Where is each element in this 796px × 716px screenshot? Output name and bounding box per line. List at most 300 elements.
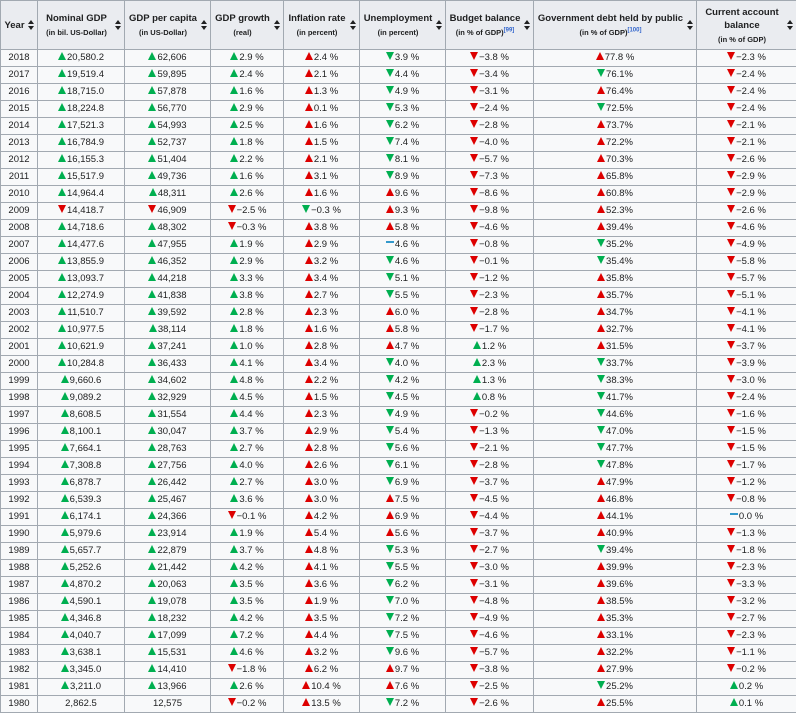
sort-arrows-icon[interactable]	[115, 20, 121, 30]
cell-inflation-rate	[284, 594, 360, 611]
cell-value: −5.7 %	[736, 273, 766, 284]
cell-value: 3,211.0	[70, 681, 101, 692]
cell-budget-balance	[446, 169, 534, 186]
sort-arrows-icon[interactable]	[201, 20, 207, 30]
increase-arrow-icon	[230, 545, 238, 553]
increase-arrow-icon	[61, 562, 69, 570]
sort-arrows-icon[interactable]	[274, 20, 280, 30]
cell-gdp-growth	[211, 441, 284, 458]
cell-government-debt	[534, 594, 697, 611]
cell-gdp-per-capita	[125, 526, 211, 543]
decrease-arrow-icon	[470, 460, 478, 468]
increase-arrow-icon	[230, 443, 238, 451]
cell-value: 2.8 %	[313, 341, 339, 352]
increase-arrow-icon	[61, 409, 69, 417]
cell-current-account-balance	[697, 356, 796, 373]
cell-value: −1.8 %	[236, 664, 267, 675]
table-row	[1, 169, 796, 186]
cell-current-account-balance	[697, 169, 796, 186]
cell-value: 1.6 %	[313, 120, 339, 131]
cell-value: 2.5 %	[239, 120, 264, 131]
cell-unemployment	[360, 526, 446, 543]
cell-budget-balance	[446, 118, 534, 135]
cell-gdp-per-capita	[125, 339, 211, 356]
decrease-arrow-icon	[470, 205, 478, 213]
cell-current-account-balance	[697, 305, 796, 322]
cell-unemployment	[360, 152, 446, 169]
increase-arrow-icon	[61, 681, 69, 689]
sort-arrows-icon[interactable]	[787, 20, 793, 30]
increase-arrow-icon	[61, 392, 69, 400]
decrease-arrow-icon	[228, 664, 236, 672]
increase-arrow-icon	[305, 256, 313, 264]
cell-value: 16,784.9	[67, 137, 104, 148]
cell-value: 0.0 %	[738, 511, 764, 522]
cell-year: 2012	[1, 152, 38, 169]
column-header-budget-balance[interactable]	[446, 1, 534, 50]
cell-value: 2.3 %	[313, 307, 339, 318]
column-header-unemployment[interactable]	[360, 1, 446, 50]
table-row	[1, 594, 796, 611]
column-header-unit-text: (in percent)	[296, 28, 338, 37]
increase-arrow-icon	[305, 188, 313, 196]
cell-value: 3.6 %	[239, 494, 264, 505]
cell-current-account-balance	[697, 679, 796, 696]
increase-arrow-icon	[61, 460, 69, 468]
increase-arrow-icon	[305, 511, 313, 519]
cell-gdp-per-capita	[125, 203, 211, 220]
sort-arrows-icon[interactable]	[687, 20, 693, 30]
table-row	[1, 611, 796, 628]
cell-value: 4.7 %	[394, 341, 420, 352]
increase-arrow-icon	[230, 103, 238, 111]
cell-budget-balance	[446, 339, 534, 356]
increase-arrow-icon	[148, 613, 156, 621]
decrease-arrow-icon	[470, 443, 478, 451]
cell-value: 35.4%	[606, 256, 633, 267]
cell-value: 47.7%	[606, 443, 633, 454]
cell-value: 48,311	[157, 188, 187, 199]
cell-current-account-balance	[697, 611, 796, 628]
cell-value: −5.7 %	[479, 647, 509, 658]
cell-nominal-gdp	[38, 696, 125, 713]
cell-unemployment	[360, 611, 446, 628]
column-header-unit-text: (in % of GDP)	[579, 28, 628, 37]
cell-value: 5.1 %	[394, 273, 420, 284]
cell-gdp-per-capita	[125, 135, 211, 152]
increase-arrow-icon	[597, 698, 605, 706]
decrease-arrow-icon	[228, 698, 236, 706]
cell-value: 5.6 %	[394, 443, 420, 454]
cell-value: −1.6 %	[736, 409, 766, 420]
cell-unemployment	[360, 118, 446, 135]
increase-arrow-icon	[61, 613, 69, 621]
cell-value: 6.0 %	[394, 307, 420, 318]
cell-value: 2.9 %	[313, 426, 339, 437]
cell-value: −1.5 %	[736, 443, 766, 454]
table-row	[1, 679, 796, 696]
cell-year: 1997	[1, 407, 38, 424]
decrease-arrow-icon	[470, 562, 478, 570]
cell-value: 31.5%	[606, 341, 633, 352]
decrease-arrow-icon	[727, 562, 735, 570]
increase-arrow-icon	[148, 460, 156, 468]
increase-arrow-icon	[305, 613, 313, 621]
cell-value: −3.8 %	[479, 664, 509, 675]
column-header-unit-text: (real)	[233, 28, 252, 37]
cell-value: 9.7 %	[394, 664, 420, 675]
increase-arrow-icon	[148, 545, 156, 553]
decrease-arrow-icon	[386, 86, 394, 94]
cell-value: −4.5 %	[479, 494, 509, 505]
cell-value: 2,862.5	[65, 698, 97, 709]
cell-value: −1.2 %	[479, 273, 509, 284]
column-header-label: Inflation rate	[288, 13, 346, 24]
decrease-arrow-icon	[470, 511, 478, 519]
decrease-arrow-icon	[727, 358, 735, 366]
column-header-inflation-rate[interactable]	[284, 1, 360, 50]
cell-value: 7.4 %	[394, 137, 420, 148]
increase-arrow-icon	[305, 630, 313, 638]
cell-value: −3.3 %	[736, 579, 766, 590]
cell-gdp-growth	[211, 696, 284, 713]
cell-unemployment	[360, 662, 446, 679]
cell-nominal-gdp	[38, 475, 125, 492]
cell-inflation-rate	[284, 254, 360, 271]
cell-value: 19,078	[157, 596, 187, 607]
cell-gdp-per-capita	[125, 441, 211, 458]
cell-gdp-per-capita	[125, 679, 211, 696]
decrease-arrow-icon	[727, 460, 735, 468]
increase-arrow-icon	[148, 120, 156, 128]
cell-unemployment	[360, 696, 446, 713]
cell-value: 1.3 %	[313, 86, 339, 97]
increase-arrow-icon	[230, 647, 238, 655]
increase-arrow-icon	[386, 528, 394, 536]
cell-value: 5.4 %	[394, 426, 420, 437]
cell-nominal-gdp	[38, 373, 125, 390]
cell-value: −3.1 %	[479, 86, 509, 97]
cell-year: 2017	[1, 67, 38, 84]
column-header-government-debt[interactable]	[534, 1, 697, 50]
cell-value: −2.9 %	[736, 171, 766, 182]
increase-arrow-icon	[597, 205, 605, 213]
cell-budget-balance	[446, 254, 534, 271]
increase-arrow-icon	[597, 613, 605, 621]
cell-nominal-gdp	[38, 356, 125, 373]
cell-current-account-balance	[697, 560, 796, 577]
cell-value: 3.7 %	[239, 545, 264, 556]
increase-arrow-icon	[58, 341, 66, 349]
increase-arrow-icon	[149, 324, 157, 332]
decrease-arrow-icon	[727, 341, 735, 349]
cell-nominal-gdp	[38, 254, 125, 271]
cell-year: 1981	[1, 679, 38, 696]
cell-gdp-growth	[211, 237, 284, 254]
decrease-arrow-icon	[727, 647, 735, 655]
cell-year: 1984	[1, 628, 38, 645]
cell-year: 1991	[1, 509, 38, 526]
table-row	[1, 203, 796, 220]
column-header-label: Year	[4, 19, 25, 31]
cell-inflation-rate	[284, 628, 360, 645]
decrease-arrow-icon	[386, 154, 394, 162]
cell-unemployment	[360, 220, 446, 237]
increase-arrow-icon	[230, 579, 238, 587]
cell-value: 46.8%	[606, 494, 633, 505]
cell-inflation-rate	[284, 560, 360, 577]
cell-value: 4.6 %	[239, 647, 264, 658]
increase-arrow-icon	[58, 69, 66, 77]
cell-value: −4.9 %	[736, 239, 766, 250]
column-header-gdp-per-capita[interactable]	[125, 1, 211, 50]
column-header-current-account-balance[interactable]	[697, 1, 796, 50]
decrease-arrow-icon	[386, 426, 394, 434]
cell-value: 35.2%	[606, 239, 633, 250]
table-row	[1, 373, 796, 390]
table-body	[1, 50, 796, 713]
cell-current-account-balance	[697, 101, 796, 118]
cell-government-debt	[534, 339, 697, 356]
cell-value: 60.8%	[606, 188, 633, 199]
column-header-unit	[700, 34, 784, 45]
cell-value: 14,964.4	[67, 188, 104, 199]
cell-value: 2.4 %	[239, 69, 264, 80]
cell-value: 35.3%	[606, 613, 633, 624]
cell-value: 47.8%	[606, 460, 633, 471]
reference-link[interactable]: [99]	[503, 27, 515, 34]
increase-arrow-icon	[148, 52, 156, 60]
cell-budget-balance	[446, 424, 534, 441]
increase-arrow-icon	[61, 664, 69, 672]
column-header-gdp-growth[interactable]	[211, 1, 284, 50]
cell-value: 48,302	[157, 222, 187, 233]
cell-unemployment	[360, 492, 446, 509]
cell-inflation-rate	[284, 475, 360, 492]
increase-arrow-icon	[58, 154, 66, 162]
cell-year: 2008	[1, 220, 38, 237]
cell-year: 2000	[1, 356, 38, 373]
cell-value: 31,554	[157, 409, 187, 420]
table-row	[1, 305, 796, 322]
decrease-arrow-icon	[727, 596, 735, 604]
cell-gdp-per-capita	[125, 169, 211, 186]
cell-value: 10,621.9	[67, 341, 104, 352]
cell-value: 76.1%	[606, 69, 633, 80]
table-row	[1, 458, 796, 475]
decrease-arrow-icon	[386, 273, 394, 281]
cell-unemployment	[360, 271, 446, 288]
increase-arrow-icon	[386, 188, 394, 196]
decrease-arrow-icon	[470, 273, 478, 281]
cell-nominal-gdp	[38, 305, 125, 322]
decrease-arrow-icon	[386, 120, 394, 128]
cell-value: 32.7%	[606, 324, 633, 335]
cell-government-debt	[534, 645, 697, 662]
decrease-arrow-icon	[386, 392, 394, 400]
cell-year: 1995	[1, 441, 38, 458]
increase-arrow-icon	[148, 647, 156, 655]
cell-gdp-growth	[211, 220, 284, 237]
column-header-year[interactable]	[1, 1, 38, 50]
increase-arrow-icon	[148, 511, 156, 519]
column-header-label: Budget balance	[449, 13, 521, 24]
cell-nominal-gdp	[38, 84, 125, 101]
cell-value: −2.5 %	[479, 681, 509, 692]
cell-current-account-balance	[697, 696, 796, 713]
cell-value: 65.8%	[606, 171, 633, 182]
increase-arrow-icon	[230, 477, 238, 485]
cell-value: −4.6 %	[736, 222, 766, 233]
decrease-arrow-icon	[386, 409, 394, 417]
decrease-arrow-icon	[470, 647, 478, 655]
cell-unemployment	[360, 475, 446, 492]
decrease-arrow-icon	[727, 239, 735, 247]
decrease-arrow-icon	[386, 443, 394, 451]
increase-arrow-icon	[230, 596, 238, 604]
cell-value: 3.8 %	[313, 222, 339, 233]
cell-value: 33.7%	[606, 358, 633, 369]
increase-arrow-icon	[386, 341, 394, 349]
decrease-arrow-icon	[470, 664, 478, 672]
cell-gdp-growth	[211, 594, 284, 611]
table-row	[1, 186, 796, 203]
cell-value: 14,418.7	[67, 205, 104, 216]
increase-arrow-icon	[305, 664, 313, 672]
sort-arrows-icon[interactable]	[436, 20, 442, 30]
cell-current-account-balance	[697, 662, 796, 679]
cell-gdp-growth	[211, 628, 284, 645]
cell-nominal-gdp	[38, 628, 125, 645]
decrease-arrow-icon	[597, 426, 605, 434]
column-header-unit-text: (in % of GDP)	[455, 28, 504, 37]
increase-arrow-icon	[386, 494, 394, 502]
cell-value: 2.9 %	[239, 103, 264, 114]
cell-value: 6,174.1	[69, 511, 102, 522]
column-header-unit	[363, 27, 433, 38]
decrease-arrow-icon	[727, 613, 735, 621]
cell-value: −2.1 %	[736, 137, 766, 148]
decrease-arrow-icon	[727, 256, 735, 264]
cell-value: 4.0 %	[394, 358, 420, 369]
increase-arrow-icon	[305, 579, 313, 587]
cell-budget-balance	[446, 135, 534, 152]
cell-value: 3.7 %	[239, 426, 264, 437]
cell-gdp-per-capita	[125, 458, 211, 475]
cell-value: 2.2 %	[313, 375, 339, 386]
sort-arrows-icon[interactable]	[524, 20, 530, 30]
cell-value: 1.9 %	[313, 596, 339, 607]
increase-arrow-icon	[230, 239, 238, 247]
cell-unemployment	[360, 543, 446, 560]
cell-unemployment	[360, 135, 446, 152]
cell-gdp-growth	[211, 152, 284, 169]
reference-link[interactable]: [100]	[627, 27, 642, 34]
cell-gdp-growth	[211, 475, 284, 492]
decrease-arrow-icon	[727, 494, 735, 502]
increase-arrow-icon	[148, 222, 156, 230]
decrease-arrow-icon	[386, 545, 394, 553]
column-header-nominal-gdp[interactable]	[38, 1, 125, 50]
increase-arrow-icon	[597, 222, 605, 230]
decrease-arrow-icon	[386, 596, 394, 604]
cell-value: −3.0 %	[736, 375, 766, 386]
cell-value: 5,657.7	[69, 545, 102, 556]
cell-inflation-rate	[284, 118, 360, 135]
cell-value: 49,736	[157, 171, 187, 182]
cell-value: 3.2 %	[313, 647, 339, 658]
cell-value: −0.1 %	[479, 256, 509, 267]
cell-value: 16,155.3	[67, 154, 104, 165]
cell-government-debt	[534, 611, 697, 628]
decrease-arrow-icon	[386, 477, 394, 485]
cell-value: 2.4 %	[313, 52, 339, 63]
cell-gdp-growth	[211, 339, 284, 356]
decrease-arrow-icon	[597, 358, 605, 366]
sort-arrows-icon[interactable]	[28, 20, 34, 30]
decrease-arrow-icon	[386, 698, 394, 706]
cell-value: 35.8%	[606, 273, 633, 284]
cell-gdp-growth	[211, 118, 284, 135]
cell-nominal-gdp	[38, 594, 125, 611]
cell-government-debt	[534, 407, 697, 424]
cell-nominal-gdp	[38, 271, 125, 288]
cell-government-debt	[534, 662, 697, 679]
increase-arrow-icon	[148, 171, 156, 179]
cell-value: 5.8 %	[394, 222, 420, 233]
cell-current-account-balance	[697, 509, 796, 526]
cell-value: 10,977.5	[67, 324, 104, 335]
cell-value: −4.6 %	[479, 630, 509, 641]
cell-value: 46,352	[157, 256, 187, 267]
cell-value: 4.6 %	[394, 239, 420, 250]
cell-value: 76.4%	[606, 86, 633, 97]
cell-value: 3.1 %	[313, 171, 339, 182]
table-row	[1, 628, 796, 645]
decrease-arrow-icon	[228, 222, 236, 230]
cell-year: 2013	[1, 135, 38, 152]
cell-value: −2.5 %	[236, 205, 267, 216]
cell-inflation-rate	[284, 543, 360, 560]
decrease-arrow-icon	[727, 630, 735, 638]
increase-arrow-icon	[148, 562, 156, 570]
cell-value: 1.2 %	[481, 341, 507, 352]
decrease-arrow-icon	[727, 205, 735, 213]
sort-arrows-icon[interactable]	[350, 20, 356, 30]
cell-value: 7.6 %	[394, 681, 420, 692]
cell-inflation-rate	[284, 67, 360, 84]
cell-year: 1985	[1, 611, 38, 628]
cell-gdp-growth	[211, 322, 284, 339]
increase-arrow-icon	[305, 52, 313, 60]
cell-inflation-rate	[284, 577, 360, 594]
increase-arrow-icon	[597, 154, 605, 162]
increase-arrow-icon	[230, 86, 238, 94]
decrease-arrow-icon	[386, 579, 394, 587]
increase-arrow-icon	[230, 171, 238, 179]
cell-inflation-rate	[284, 492, 360, 509]
cell-gdp-per-capita	[125, 186, 211, 203]
cell-unemployment	[360, 186, 446, 203]
cell-value: −2.3 %	[736, 562, 766, 573]
cell-gdp-per-capita	[125, 407, 211, 424]
cell-value: 9.6 %	[394, 188, 420, 199]
cell-value: 72.5%	[606, 103, 633, 114]
cell-value: 4.4 %	[313, 630, 339, 641]
cell-government-debt	[534, 543, 697, 560]
decrease-arrow-icon	[470, 188, 478, 196]
cell-value: 1.8 %	[239, 137, 264, 148]
